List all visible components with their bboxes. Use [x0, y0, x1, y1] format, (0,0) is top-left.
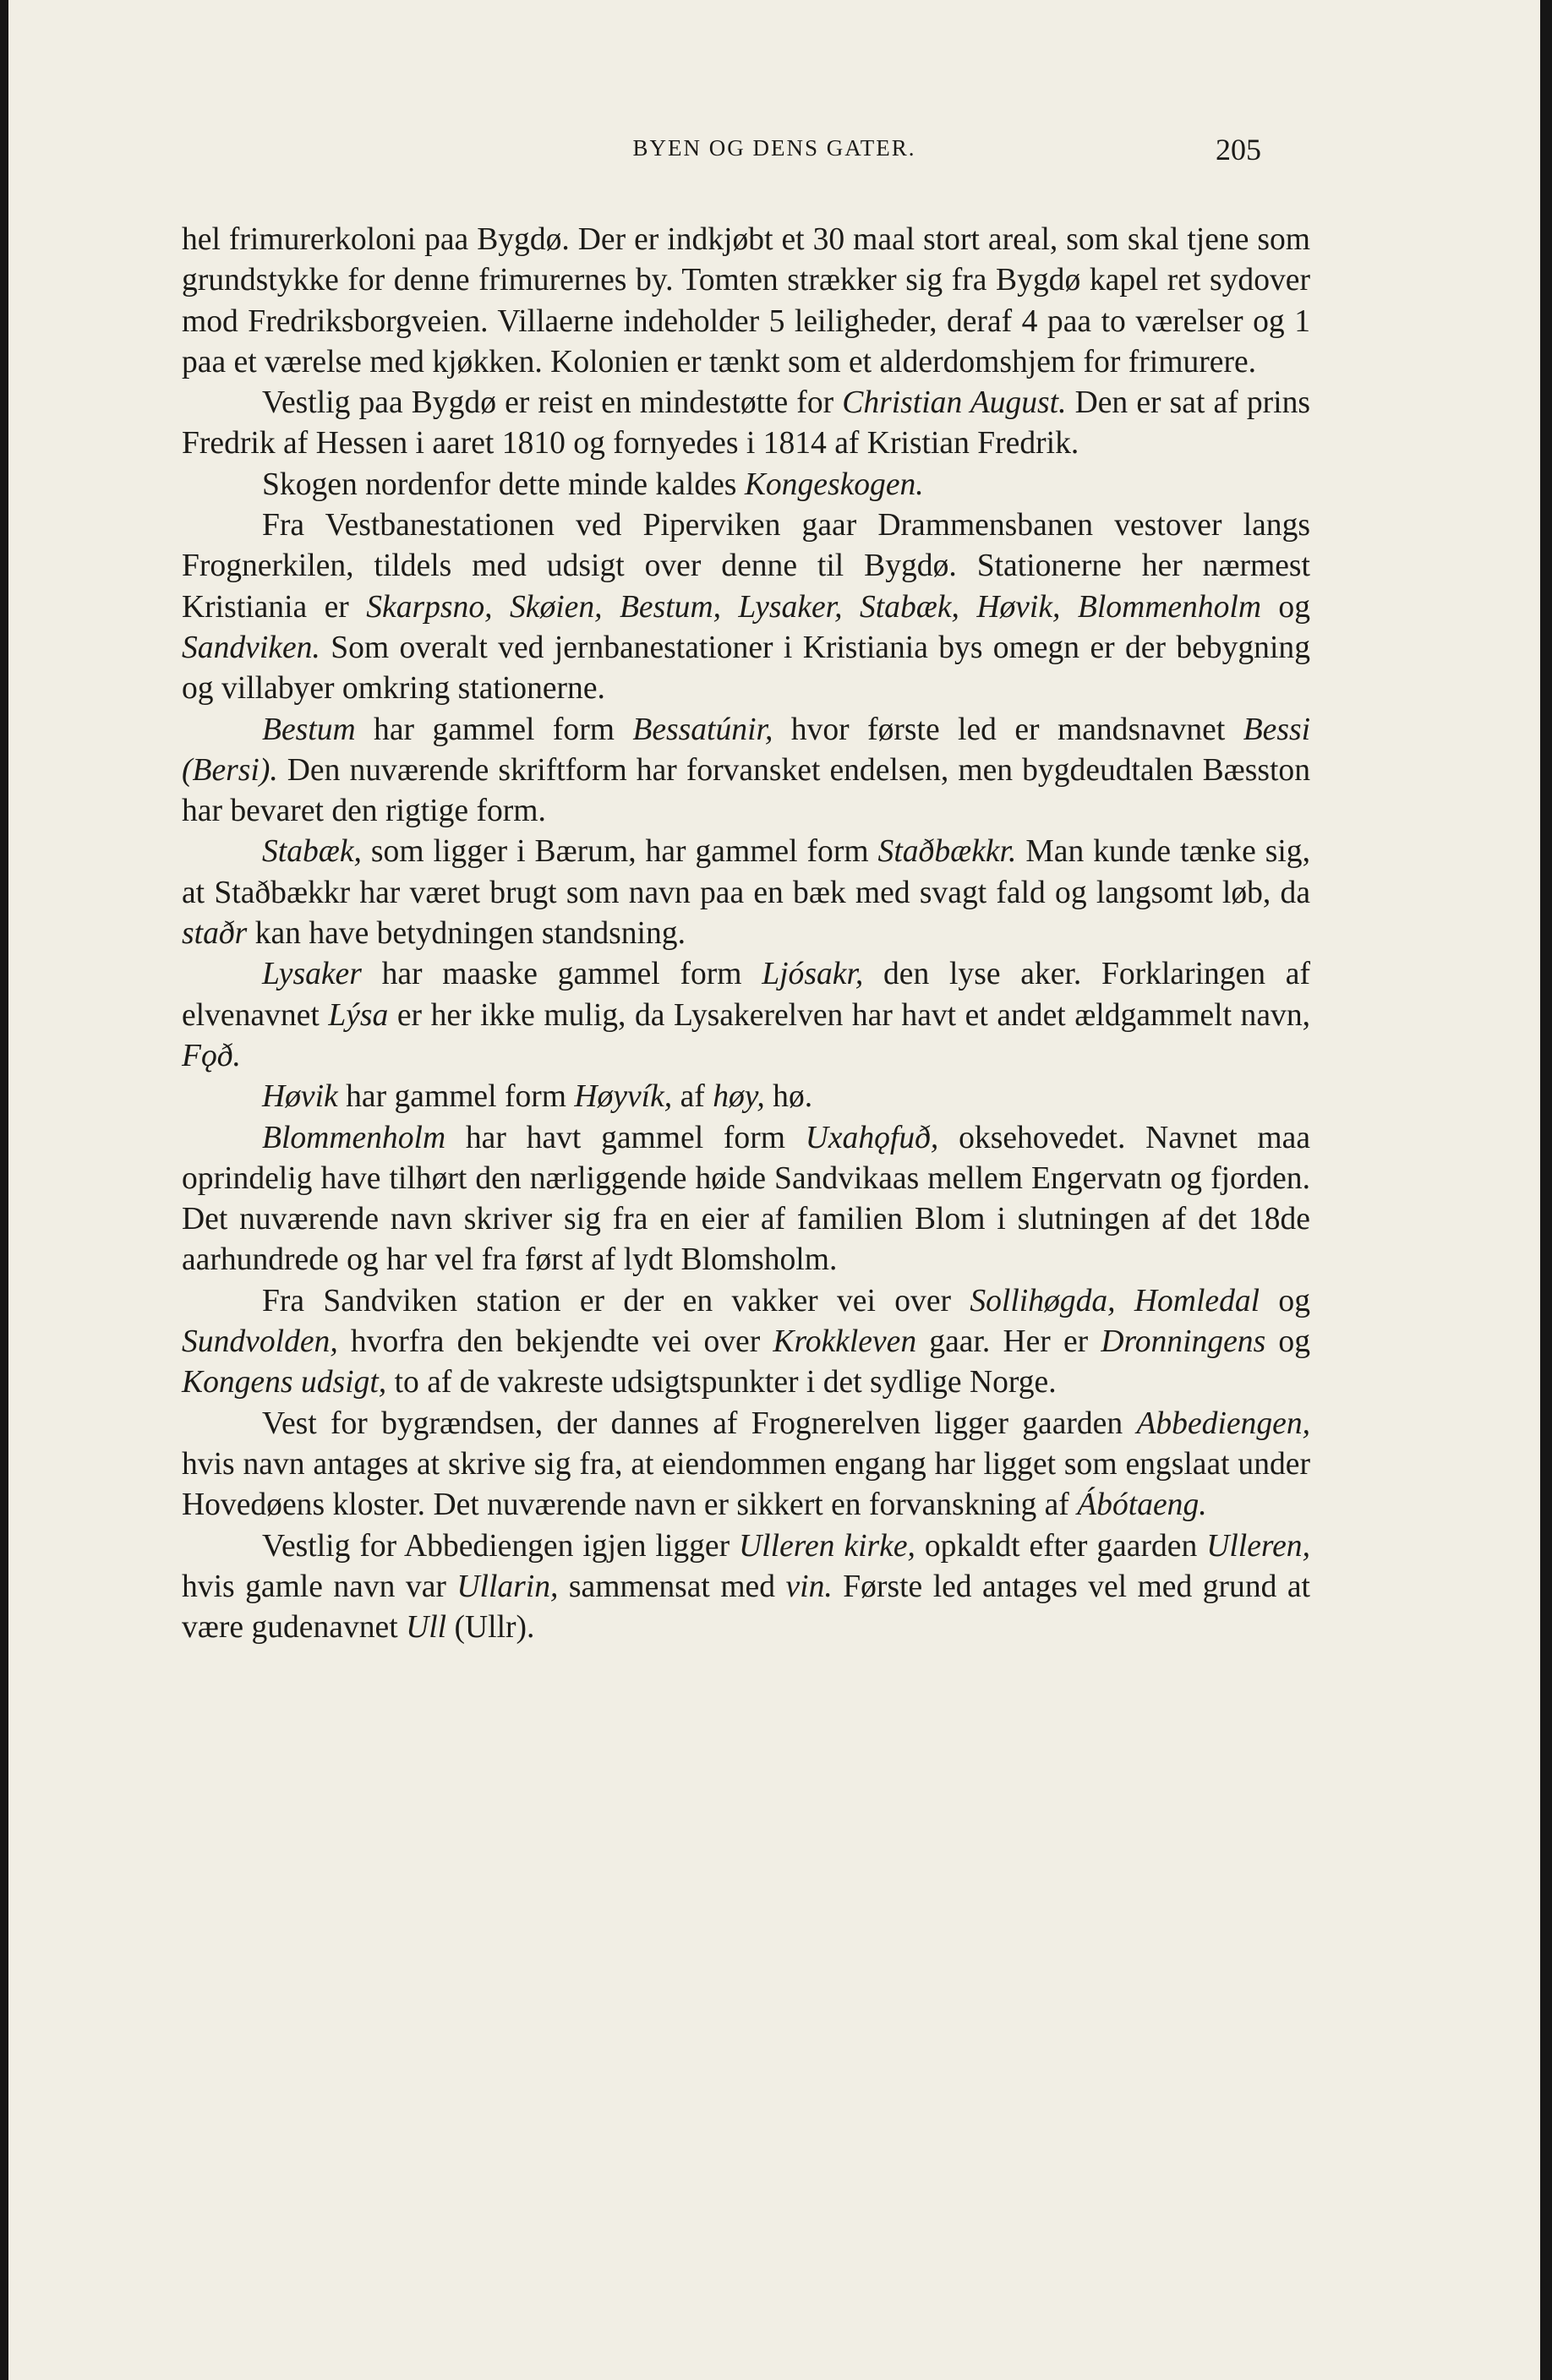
text-run: oksehovedet. Navnet maa oprindelig have tilhørt den nærliggende høide Sandvikaas mellem Engervatn og fjorden. Det nuværende navn skriver sig fra en eier af familien Blom i slutningen af det 18de aarhundrede og har vel fra først af lydt Blomsholm. [182, 1120, 1310, 1278]
paragraph [182, 954, 1310, 1077]
italic-text: Christian August. [842, 385, 1067, 421]
text-run: opkaldt efter gaarden [915, 1528, 1207, 1564]
paragraph [182, 1118, 1310, 1281]
text-run: har maaske gammel form [361, 957, 762, 992]
italic-text: Fǫð. [182, 1038, 241, 1073]
page-header [8, 135, 1540, 169]
italic-text: Bessatúnir, [632, 712, 773, 747]
text-run: Vestlig for Abbediengen igjen ligger [262, 1528, 740, 1564]
text-run: som ligger i Bærum, har gammel form [361, 834, 878, 870]
text-run: Vestlig paa Bygdø er reist en mindestøtte for [262, 385, 843, 421]
italic-text: Sollihøgda, Homledal [970, 1283, 1260, 1318]
paragraph [182, 832, 1310, 954]
italic-text: Blommenholm [262, 1120, 446, 1155]
italic-text: Sandviken. [182, 630, 320, 665]
text-run: den lyse aker. Forklaringen af elvenavnet [182, 957, 1310, 1033]
italic-text: Ull [406, 1610, 447, 1646]
body-text [182, 220, 1310, 1648]
italic-text: Bessi (Bersi). [182, 712, 1311, 788]
text-run: Fra Sandviken station er der en vakker vei over [262, 1283, 970, 1318]
italic-text: Høvik [262, 1079, 338, 1115]
text-run: to af de vakreste udsigtspunkter i det sydlige Norge. [386, 1365, 1057, 1400]
italic-text: Krokkleven [773, 1324, 917, 1360]
book-page [8, 0, 1540, 2380]
text-run: hvor første led er mandsnavnet [773, 712, 1243, 747]
text-run: og [1260, 1283, 1310, 1318]
text-run: Som overalt ved jernbanestationer i Kristiania bys omegn er der bebygning og villabyer omkring stationerne. [182, 630, 1310, 707]
text-run: hvorfra den bekjendte vei over [337, 1324, 773, 1360]
paragraph [182, 1077, 1310, 1117]
italic-text: Stabæk, [262, 834, 362, 870]
text-run: Første led antages vel med grund at være gudenavnet [182, 1569, 1310, 1646]
italic-text: Uxahǫfuð, [805, 1120, 939, 1155]
paragraph [182, 710, 1310, 832]
italic-text: Høyvík, [574, 1079, 673, 1115]
italic-text: Bestum [262, 712, 356, 747]
text-run: Den nuværende skriftform har forvansket endelsen, men bygdeudtalen Bæsston har bevaret den rigtige form. [182, 752, 1310, 829]
text-run: hel frimurerkoloni paa Bygdø. Der er indkjøbt et 30 maal stort areal, som skal tjene som grundstykke for denne frimurernes by. Tomten strækker sig fra Bygdø kapel ret sydover mod Fredriksborgveien. Villaerne indeholder 5 leiligheder, deraf 4 paa to værelser og 1 paa et værelse med kjøkken. Kolonien er tænkt som et alderdomshjem for frimurere. [182, 222, 1310, 379]
italic-text: Ulleren, [1206, 1528, 1310, 1564]
italic-text: Abbediengen, [1136, 1406, 1310, 1441]
italic-text: Ábótaeng. [1077, 1488, 1207, 1523]
text-run: har gammel form [337, 1079, 575, 1115]
italic-text: Sundvolden, [182, 1324, 338, 1360]
text-run: Vest for bygrændsen, der dannes af Frognerelven ligger gaarden [262, 1406, 1137, 1441]
paragraph [182, 1526, 1310, 1649]
text-run: og [1260, 589, 1310, 625]
text-run: Den er sat af prins Fredrik af Hessen i aaret 1810 og fornyedes i 1814 af Kristian Fredrik. [182, 385, 1310, 461]
text-run: hø. [764, 1079, 813, 1115]
text-run: hvis navn antages at skrive sig fra, at eiendommen engang har ligget som engslaat under Hovedøens kloster. Det nuværende navn er sikkert en forvanskning af [182, 1446, 1310, 1523]
italic-text: Skarpsno, Skøien, Bestum, Lysaker, Stabæk, Høvik, Blommenholm [366, 589, 1261, 625]
text-run: gaar. Her er [916, 1324, 1101, 1360]
italic-text: vin. [785, 1569, 833, 1604]
text-run: af [672, 1079, 713, 1115]
paragraph [182, 1281, 1310, 1404]
text-run: hvis gamle navn var [182, 1569, 457, 1604]
text-run: (Ullr). [446, 1610, 535, 1646]
italic-text: høy, [713, 1079, 765, 1115]
text-run: er her ikke mulig, da Lysakerelven har havt et andet ældgammelt navn, [388, 997, 1310, 1033]
italic-text: Staðbækkr. [877, 834, 1017, 870]
italic-text: Dronningens [1101, 1324, 1266, 1360]
italic-text: Ljósakr, [762, 957, 864, 992]
italic-text: Kongens udsigt, [182, 1365, 387, 1400]
italic-text: Lysaker [262, 957, 362, 992]
italic-text: Ullarin, [456, 1569, 559, 1604]
text-run: og [1265, 1324, 1310, 1360]
paragraph [182, 1404, 1310, 1526]
italic-text: Ulleren kirke, [739, 1528, 915, 1564]
running-title: BYEN OG DENS GATER. [632, 135, 916, 161]
text-run: Skogen nordenfor dette minde kaldes [262, 467, 745, 502]
paragraph [182, 220, 1310, 383]
italic-text: Kongeskogen. [744, 467, 924, 502]
text-run: kan have betydningen standsning. [247, 916, 686, 952]
page-number: 205 [1216, 133, 1261, 166]
text-run: Fra Vestbanestationen ved Piperviken gaar Drammensbanen vestover langs Frognerkilen, tildels med udsigt over denne til Bygdø. Stationerne her nærmest Kristiania er [182, 508, 1310, 625]
text-run: har gammel form [355, 712, 633, 747]
paragraph [182, 465, 1310, 505]
italic-text: Lýsa [328, 997, 389, 1033]
italic-text: staðr [182, 916, 248, 952]
text-run: har havt gammel form [445, 1120, 806, 1155]
text-run: Man kunde tænke sig, at Staðbækkr har været brugt som navn paa en bæk med svagt fald og langsomt løb, da [182, 834, 1310, 910]
paragraph [182, 383, 1310, 465]
text-run: sammensat med [558, 1569, 786, 1604]
paragraph [182, 505, 1310, 709]
